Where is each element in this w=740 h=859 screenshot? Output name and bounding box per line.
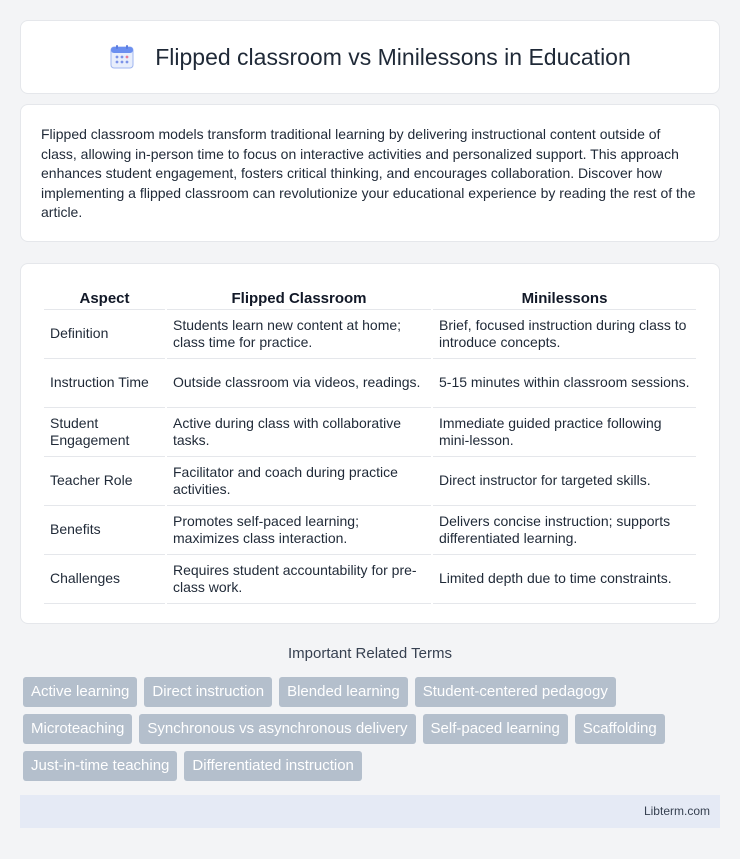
table-cell: Limited depth due to time constraints. (433, 555, 696, 604)
table-cell: Outside classroom via videos, readings. (167, 359, 431, 408)
table-header-row (44, 284, 696, 310)
comparison-table (42, 284, 698, 604)
related-term-tag[interactable]: Scaffolding (575, 714, 665, 744)
table-row (44, 555, 696, 604)
table-row (44, 359, 696, 408)
related-term-tag[interactable]: Differentiated instruction (184, 751, 361, 781)
table-cell: Definition (44, 310, 165, 359)
table-row (44, 408, 696, 457)
table-cell: Promotes self-paced learning; maximizes class interaction. (167, 506, 431, 555)
table-cell: Instruction Time (44, 359, 165, 408)
related-term-tag[interactable]: Active learning (23, 677, 137, 707)
column-header: Minilessons (433, 284, 696, 310)
comparison-table-card (20, 263, 720, 624)
table-row (44, 310, 696, 359)
page-title: Flipped classroom vs Minilessons in Education (155, 43, 631, 70)
intro-text: Flipped classroom models transform traditional learning by delivering instructional content outside of class, allowing in-person time to focus on interactive activities and personalized support. This approach enhances student engagement, fosters critical thinking, and encourages collaboration. Discover how implementing a flipped classroom can revolutionize your educational experience by reading the rest of the article. (41, 126, 696, 220)
table-cell: 5-15 minutes within classroom sessions. (433, 359, 696, 408)
related-term-tag[interactable]: Just-in-time teaching (23, 751, 177, 781)
header-card (20, 20, 720, 94)
related-term-tag[interactable]: Direct instruction (144, 677, 272, 707)
table-cell: Requires student accountability for pre-class work. (167, 555, 431, 604)
table-cell: Facilitator and coach during practice activities. (167, 457, 431, 506)
related-term-tag[interactable]: Student-centered pedagogy (415, 677, 616, 707)
related-term-tag[interactable]: Self-paced learning (423, 714, 568, 744)
table-row (44, 457, 696, 506)
table-cell: Student Engagement (44, 408, 165, 457)
table-cell: Challenges (44, 555, 165, 604)
related-terms-list (23, 677, 723, 781)
footer (20, 795, 720, 828)
table-cell: Students learn new content at home; class time for practice. (167, 310, 431, 359)
intro-card (20, 104, 720, 242)
related-term-tag[interactable]: Synchronous vs asynchronous delivery (139, 714, 415, 744)
table-cell: Delivers concise instruction; supports differentiated learning. (433, 506, 696, 555)
table-cell: Immediate guided practice following mini-lesson. (433, 408, 696, 457)
table-cell: Teacher Role (44, 457, 165, 506)
table-cell: Active during class with collaborative tasks. (167, 408, 431, 457)
footer-site-link[interactable]: Libterm.com (643, 804, 710, 818)
related-term-tag[interactable]: Microteaching (23, 714, 132, 744)
related-term-tag[interactable]: Blended learning (279, 677, 408, 707)
column-header: Aspect (44, 284, 165, 310)
table-row (44, 506, 696, 555)
table-cell: Direct instructor for targeted skills. (433, 457, 696, 506)
calendar-grid-icon (109, 44, 135, 70)
table-cell: Brief, focused instruction during class to introduce concepts. (433, 310, 696, 359)
related-terms-title: Important Related Terms (288, 645, 452, 662)
column-header: Flipped Classroom (167, 284, 431, 310)
table-cell: Benefits (44, 506, 165, 555)
